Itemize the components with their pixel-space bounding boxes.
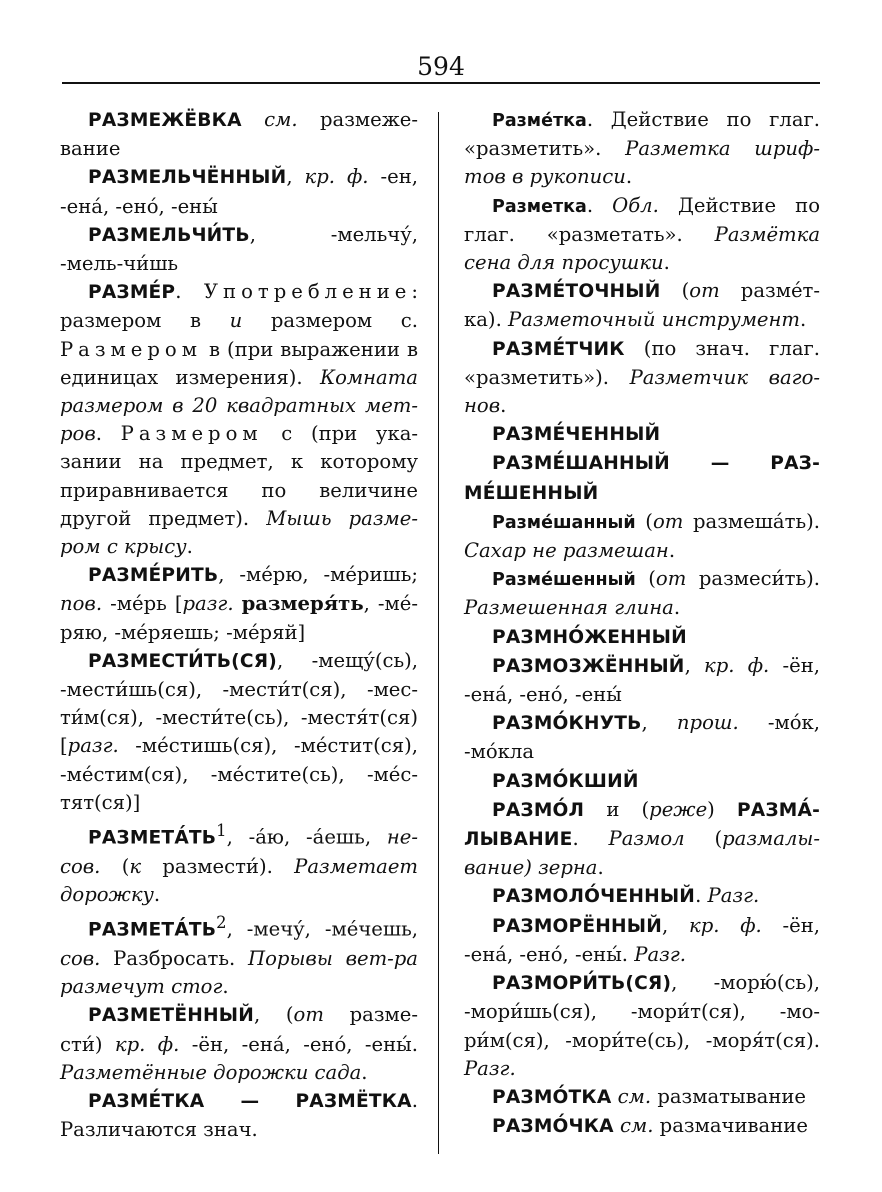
right-column [464, 106, 820, 1141]
entry-text: , ( [253, 1003, 294, 1027]
grammar-label: не-сов. [60, 825, 418, 878]
grammar-label: Разг. [464, 1056, 516, 1080]
headword: РАЗМО́КНУТЬ [492, 713, 642, 735]
entry-text: . [695, 884, 708, 908]
spaced-term: Размером [120, 422, 263, 446]
entry-razmechenny [464, 420, 820, 449]
entry-razmorit [464, 969, 820, 1083]
usage-example: размалы-вание) зерна [464, 827, 820, 880]
entry-text: разматывание [651, 1084, 807, 1108]
entry-text [234, 592, 242, 615]
usage-example: Размол [608, 827, 685, 851]
entry-text: . [572, 827, 609, 851]
entry-text: размером с. [242, 309, 418, 333]
entry-text: . [153, 883, 161, 907]
entry-razmestit [60, 647, 418, 817]
entry-text: -ме́стишь(ся), -ме́стит(ся), -ме́стим(ся), -ме́стите(сь), -ме́с-тят(ся)] [60, 734, 418, 814]
entry-text: -ён, -ена́, -ено́, -ены́ [464, 653, 821, 707]
entry-text: размеси́ть). [686, 567, 821, 591]
grammar-label: разг. [182, 592, 234, 616]
headword: РАЗМО́ТКА [492, 1086, 612, 1108]
subentry-razmeshanny [464, 508, 820, 565]
entry-text: разме-сти́) [60, 1003, 418, 1056]
headword: РАЗМЕЛЬЧЁННЫЙ [88, 167, 287, 189]
entry-text: , -морю́(сь), -мори́шь(ся), -мори́т(ся), -мо-ри́м(ся), -мори́те(сь), -моря́т(ся). [464, 971, 820, 1052]
headword: РАЗМЕТЁННЫЙ [88, 1005, 254, 1027]
entry-razmetenny [60, 1001, 418, 1087]
headword: РАЗМЕТА́ТЬ [88, 827, 217, 849]
page-number: 594 [417, 52, 465, 81]
entry-razmeshanny [464, 449, 820, 507]
grammar-label: кр. ф. [114, 1032, 180, 1056]
entry-razmetat-2 [60, 909, 418, 1001]
headword: РАЗМА́-ЛЫВАНИЕ [464, 799, 820, 851]
entry-text: , -мечу́, -ме́чешь, [226, 917, 418, 941]
entry-text: , -мельчу́, -мель-чи́шь [60, 222, 418, 276]
usage-example: Комната размером в 20 квадратных мет-ров [60, 365, 418, 446]
entry-razmezhevka [60, 106, 418, 163]
entry-razmotka [464, 1083, 820, 1112]
entry-text: ( [660, 279, 690, 303]
headword: РАЗМЕЖЁВКА [88, 110, 242, 131]
entry-text: Разбросать. [100, 946, 249, 970]
entry-text: размести́). [141, 854, 295, 878]
entry-text: , -ме́-ряю, -ме́ряешь; -ме́ряй] [60, 592, 418, 644]
usage-example: Сахар не размешан [464, 539, 669, 563]
headword: РАЗМО́ЧКА [492, 1116, 614, 1138]
entry-razmolochenny [464, 882, 820, 911]
entry-razmetochny [464, 277, 820, 334]
entry-text: с (при ука-зании на предмет, к которому приравнивается по величине другой предмет). [60, 422, 418, 530]
grammar-label: разг. [67, 734, 119, 758]
entry-razmokshy [464, 767, 820, 796]
entry-text: , [286, 165, 305, 189]
headword: Разме́тка [492, 111, 587, 131]
grammar-label: кр. ф. [304, 165, 369, 189]
entry-text [242, 108, 264, 131]
entry-text: , [684, 653, 705, 677]
column-divider [438, 112, 439, 1154]
entry-text: -ме́рь [ [102, 592, 183, 616]
entry-text: . [625, 165, 633, 189]
entry-text: . [500, 394, 507, 418]
usage-example: Разметённые дорожки сада [60, 1060, 362, 1084]
entry-text: . Действие по глаг. «разметить». [464, 108, 820, 161]
entry-text: . [663, 251, 670, 275]
usage-example: Мышь разме-ром с крысу [60, 506, 418, 559]
entry-text: ( [635, 567, 656, 591]
entry-text: . Различаются знач. [60, 1088, 418, 1142]
entry-text: -ён, -ена́, -ено́, -ены́. [179, 1032, 419, 1056]
entry-text: -ён, -ена́, -ено́, -ены́. [464, 913, 820, 966]
headword: РАЗМО́Л [492, 799, 585, 821]
usage-example: Размешенная глина [464, 596, 674, 620]
entry-text: . [800, 308, 807, 332]
subentry-razmetka-2 [464, 192, 820, 278]
grammar-label: Обл. [612, 193, 659, 217]
grammar-label: сов. [60, 946, 101, 970]
headword: Разме́шенный [492, 570, 636, 591]
grammar-label: Разг. [634, 942, 686, 966]
headword: РАЗМНО́ЖЕННЫЙ [492, 626, 687, 648]
subentry-razmetka-1 [464, 106, 820, 192]
grammar-label: реже [649, 797, 708, 821]
entry-text: , -мещу́(сь), -мести́шь(ся), -мести́т(ся), -мес-ти́м(ся), -мести́те(сь), -местя́т(ся) [ [60, 648, 418, 758]
entry-text: (по знач. глаг. «разметить»). [464, 336, 820, 389]
entry-razmozzhenny [464, 652, 820, 709]
entry-razmnozhenny [464, 623, 820, 652]
headword: Разме́шанный [492, 512, 636, 533]
entry-razmer [60, 278, 418, 561]
usage-example: Разметчик ваго-нов [464, 365, 820, 418]
entry-text: . [361, 1060, 368, 1084]
usage-example: Разметает дорожку [60, 854, 419, 907]
headword: РАЗМЕ́ШАННЫЙ — РАЗ-МЕ́ШЕННЫЙ [464, 453, 820, 504]
grammar-label: от [652, 509, 684, 533]
entry-text: размеша́ть). [683, 509, 820, 533]
entry-text: и ( [584, 797, 650, 821]
header-rule [62, 82, 820, 84]
grammar-label: Разг. [707, 884, 760, 908]
headword: РАЗМЕ́ТКА — РАЗМЁТКА [88, 1090, 412, 1112]
entry-text: . [186, 535, 193, 559]
spaced-term: Размером [60, 337, 202, 361]
entry-text: , [662, 913, 689, 937]
grammar-label: от [293, 1003, 324, 1027]
headword: РАЗМЕТА́ТЬ [88, 919, 217, 941]
usage-example: Порывы вет-ра размечут стог [60, 946, 418, 999]
entry-text: размеже-вание [60, 108, 418, 161]
entry-text: ( [100, 854, 130, 878]
entry-text: размéт-ка). [464, 279, 820, 332]
entry-razmelchenny [60, 163, 418, 220]
headword: РАЗМОЗЖЁННЫЙ [492, 655, 685, 677]
entry-razmetat-1 [60, 817, 418, 909]
entry-text: . [668, 539, 676, 563]
headword: РАЗМЕЛЬЧИ́ТЬ [88, 224, 250, 246]
headword: РАЗМЕСТИ́ТЬ(СЯ) [88, 650, 277, 672]
usage-example: Размётка сена для просушки [464, 222, 820, 275]
entry-text: , -а́ю, -а́ешь, [226, 825, 387, 849]
grammar-label: кр. ф. [704, 653, 770, 677]
subentry-razmeshenny [464, 565, 820, 622]
homonym-index: 2 [216, 913, 227, 933]
entry-text: . [95, 422, 121, 446]
entry-text: -мо́к, -мо́кла [464, 711, 820, 764]
entry-text: размачивание [653, 1114, 808, 1138]
left-column [60, 106, 418, 1144]
entry-razmoknut [464, 709, 820, 766]
grammar-label: от [689, 279, 720, 303]
grammar-label: и [229, 309, 243, 333]
entry-text: . [586, 193, 613, 217]
headword: РАЗМЕ́ТОЧНЫЙ [492, 281, 661, 303]
entry-text: : размером в [60, 280, 418, 333]
headword: РАЗМО́КШИЙ [492, 770, 639, 792]
variant-form: размеря́ть [241, 592, 364, 616]
grammar-label: от [655, 567, 687, 591]
grammar-label: см. [264, 108, 298, 131]
homonym-index: 1 [216, 821, 227, 841]
entry-text: в (при выражении в единицах измерения). [60, 337, 418, 389]
usage-example: Разметка шриф-тов в рукописи [464, 137, 820, 189]
grammar-label: к [129, 854, 142, 878]
entry-text: Действие по глаг. «разметать». [464, 193, 820, 246]
headword: РАЗМОЛО́ЧЕННЫЙ [492, 886, 696, 908]
grammar-label: пов. [60, 592, 103, 616]
grammar-label: кр. ф. [689, 913, 762, 937]
entry-razmol [464, 796, 820, 883]
entry-text: ( [684, 827, 723, 851]
headword: Разметка [492, 196, 587, 217]
headword: РАЗМЕ́Р [88, 282, 176, 304]
entry-text: ( [635, 509, 653, 533]
entry-text: . [597, 856, 604, 880]
entry-razmetchik [464, 335, 820, 421]
headword: РАЗМЕ́ЧЕННЫЙ [492, 424, 661, 446]
entry-razmelchit [60, 221, 418, 278]
entry-razmetka [60, 1087, 418, 1144]
entry-text: . [673, 596, 681, 620]
entry-razmerit [60, 561, 418, 647]
headword: РАЗМЕ́РИТЬ [88, 565, 219, 587]
headword: РАЗМОРИ́ТЬ(СЯ) [492, 973, 672, 995]
entry-razmochka [464, 1112, 820, 1141]
entry-text: . [175, 280, 204, 304]
usage-example: Разметочный инструмент [508, 308, 801, 332]
headword: РАЗМЕ́ТЧИК [492, 338, 625, 360]
grammar-label: см. [620, 1114, 654, 1138]
entry-text: , [641, 711, 677, 735]
headword: РАЗМОРЁННЫЙ [492, 915, 663, 937]
spaced-term: Употребление [203, 280, 412, 304]
grammar-label: прош. [676, 711, 739, 735]
grammar-label: см. [617, 1084, 652, 1108]
entry-text: -ен, -ена́, -ено́, -ены́ [60, 165, 418, 218]
entry-text: . [222, 975, 229, 999]
entry-text: , -ме́рю, -ме́ришь; [218, 563, 418, 587]
entry-razmorenny [464, 912, 820, 969]
entry-text: ) [707, 797, 737, 821]
